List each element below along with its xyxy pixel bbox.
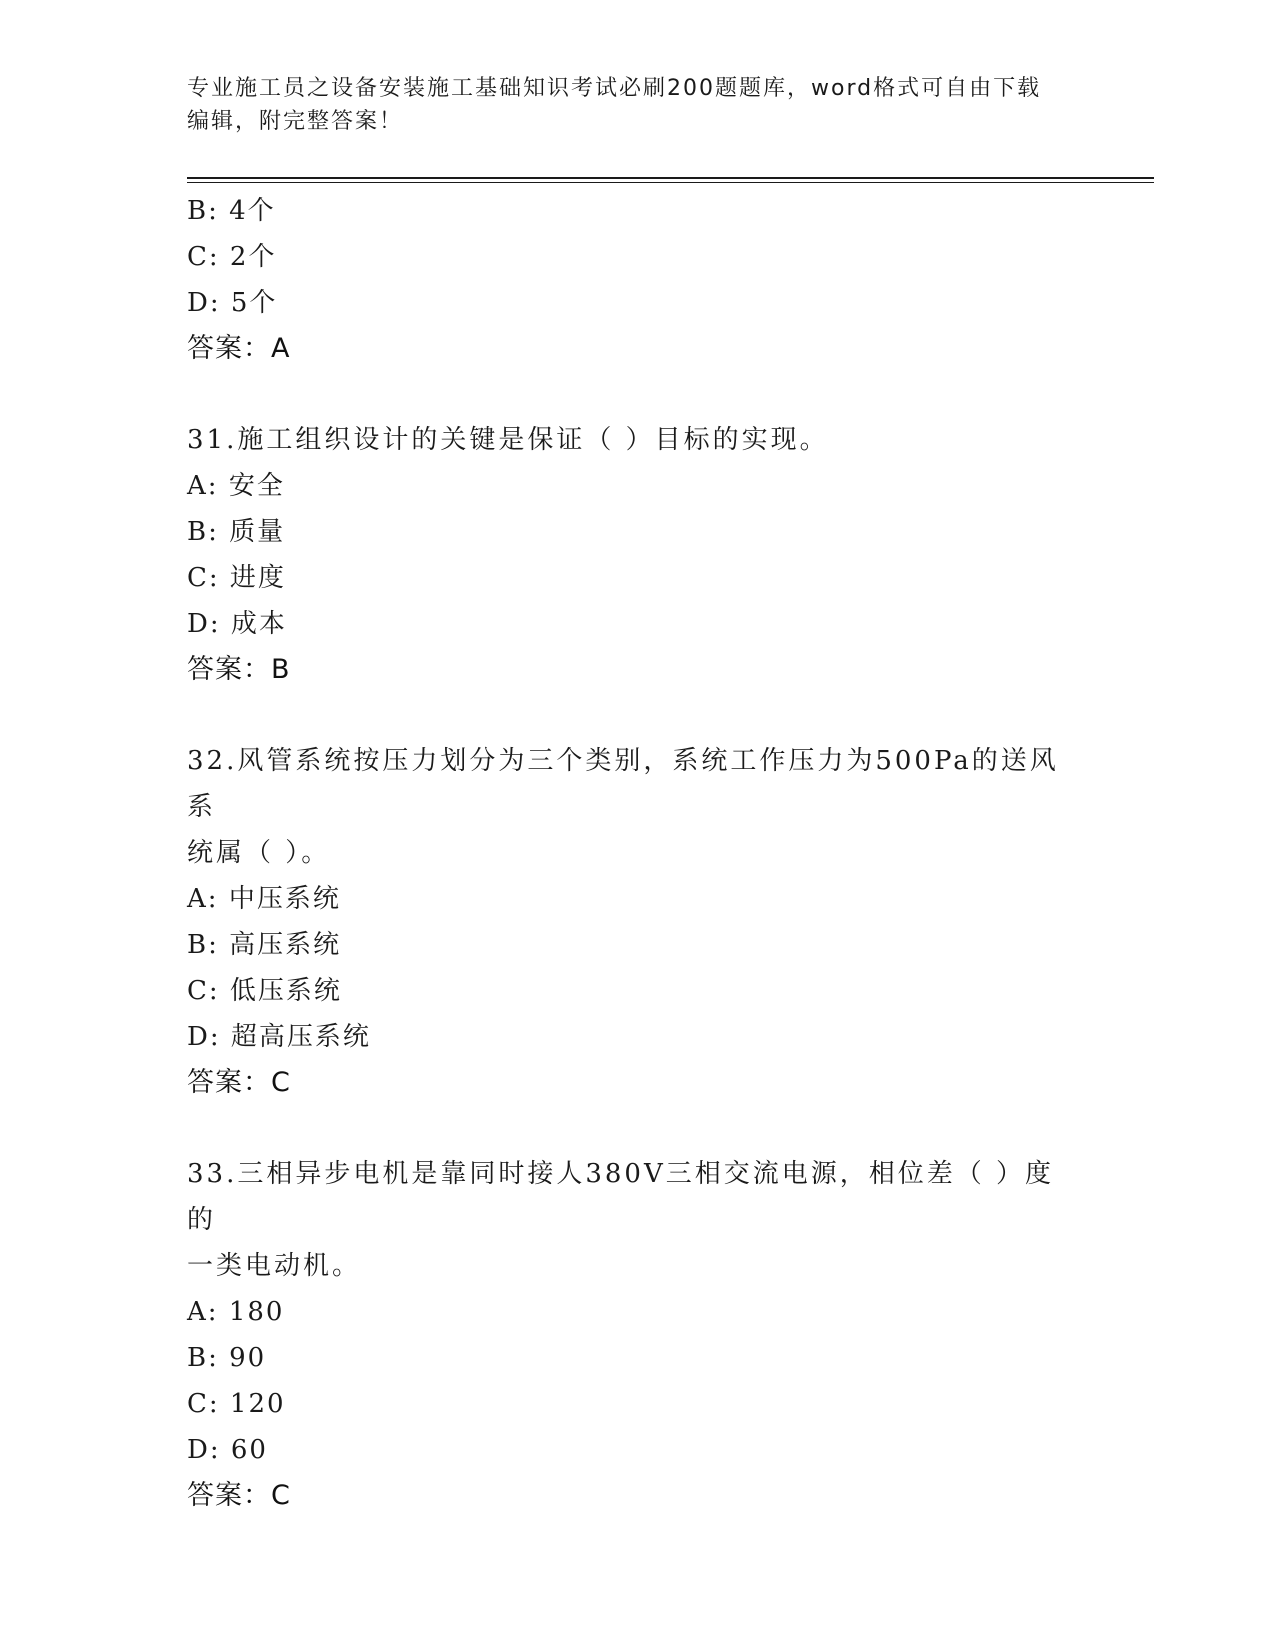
question-stem-line-2: 一类电动机。	[187, 1251, 362, 1281]
option-c	[187, 234, 1087, 280]
option-label: D:	[187, 609, 221, 639]
header-title-line-2: 编辑，附完整答案！	[187, 109, 404, 134]
option-d	[187, 1427, 1087, 1473]
option-label: B:	[187, 1343, 219, 1373]
question-stem: 31.施工组织设计的关键是保证（ ）目标的实现。	[187, 425, 829, 455]
question-31	[187, 417, 1087, 693]
question-stem-line-1: 32.风管系统按压力划分为三个类别，系统工作压力为500Pa的送风系	[187, 746, 1059, 822]
answer-line: 答案：C	[187, 1067, 291, 1098]
option-label: A:	[187, 1297, 219, 1327]
option-b	[187, 1335, 1087, 1381]
question-list	[187, 188, 1087, 1519]
answer-line: 答案：A	[187, 333, 291, 364]
option-label: D:	[187, 1022, 221, 1052]
answer-line: 答案：C	[187, 1480, 291, 1511]
option-label: B:	[187, 930, 219, 960]
spacer	[187, 693, 1087, 738]
option-label: C:	[187, 976, 220, 1006]
option-b	[187, 188, 1087, 234]
option-c	[187, 968, 1087, 1014]
option-text: 60	[230, 1435, 268, 1465]
option-a	[187, 463, 1087, 509]
question-30-tail	[187, 188, 1087, 372]
question-stem-line-2: 统属（ ）。	[187, 838, 331, 868]
option-text: 2个	[229, 242, 277, 272]
option-b	[187, 509, 1087, 555]
option-text: 90	[229, 1343, 267, 1373]
option-a	[187, 876, 1087, 922]
question-32	[187, 738, 1087, 1106]
header-divider-thick	[187, 177, 1154, 179]
option-d	[187, 1014, 1087, 1060]
option-c	[187, 1381, 1087, 1427]
option-text: 质量	[229, 517, 286, 547]
option-text: 超高压系统	[230, 1022, 371, 1052]
header-divider-thin	[187, 182, 1154, 183]
option-label: A:	[187, 884, 219, 914]
option-text: 高压系统	[229, 930, 342, 960]
option-text: 安全	[228, 471, 285, 501]
option-label: D:	[187, 288, 221, 318]
option-text: 180	[228, 1297, 285, 1327]
option-label: B:	[187, 517, 219, 547]
option-b	[187, 922, 1087, 968]
spacer	[187, 372, 1087, 417]
document-header	[187, 72, 1087, 138]
question-stem-line-1: 33.三相异步电机是靠同时接人380V三相交流电源，相位差（ ）度的	[187, 1159, 1055, 1235]
header-title-line-1: 专业施工员之设备安装施工基础知识考试必刷200题题库，word格式可自由下载	[187, 76, 1042, 101]
option-label: A:	[187, 471, 219, 501]
option-text: 中压系统	[228, 884, 341, 914]
option-label: D:	[187, 1435, 221, 1465]
option-text: 成本	[230, 609, 287, 639]
answer-line: 答案：B	[187, 654, 291, 685]
question-33	[187, 1151, 1087, 1519]
option-label: C:	[187, 563, 220, 593]
option-label: C:	[187, 1389, 220, 1419]
option-text: 进度	[229, 563, 286, 593]
option-text: 5个	[230, 288, 278, 318]
option-text: 120	[229, 1389, 286, 1419]
option-d	[187, 280, 1087, 326]
option-text: 4个	[229, 196, 276, 226]
option-label: B:	[187, 196, 219, 226]
option-label: C:	[187, 242, 220, 272]
option-a	[187, 1289, 1087, 1335]
option-text: 低压系统	[229, 976, 342, 1006]
option-c	[187, 555, 1087, 601]
spacer	[187, 1106, 1087, 1151]
option-d	[187, 601, 1087, 647]
